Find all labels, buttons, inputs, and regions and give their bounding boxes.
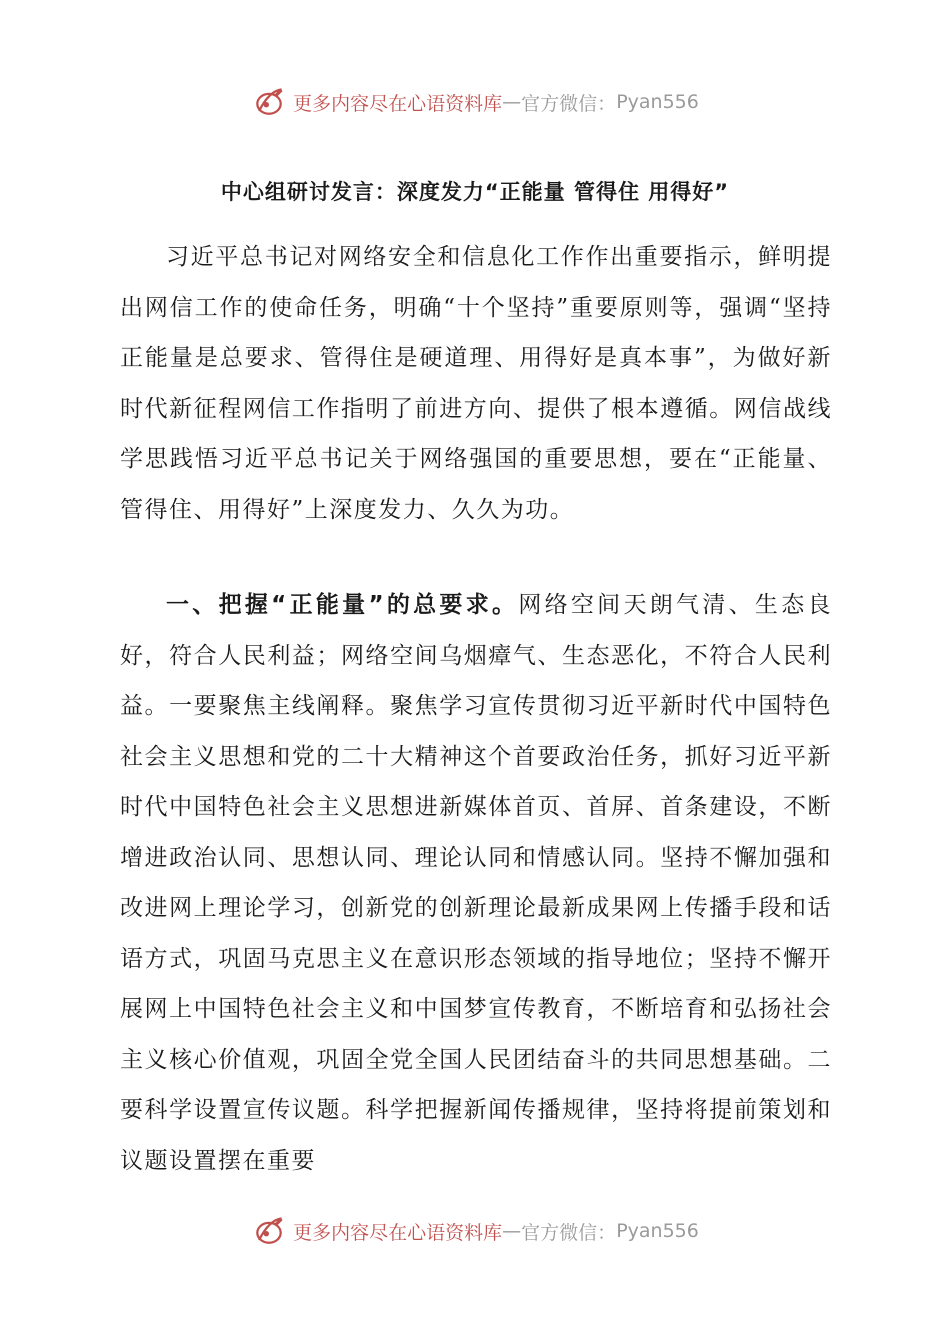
paragraph-text: 习近平总书记对网络安全和信息化工作作出重要指示，鲜明提出网信工作的使命任务，明确“十个坚持”重要原则等，强调“坚持正能量是总要求、管得住是硬道理、用得好是真本事”，为做好新时代新征程网信工作指明了前进方向、提供了根本遵循。网信战线学思践悟习近平总书记关于网络强国的重要思想，要在“正能量、管得住、用得好”上深度发力、久久为功。 — [120, 244, 832, 523]
paragraph-text-2 — [120, 580, 832, 1186]
watermark-text: 更多内容尽在心语资料库 — [293, 1221, 503, 1244]
watermark-official-label: 官方微信： — [521, 1221, 617, 1244]
watermark-dash: — — [502, 1220, 522, 1242]
section-heading: 一、把握“正能量”的总要求。 — [166, 592, 519, 618]
header-watermark — [0, 82, 950, 122]
watermark-wechat-id: Pyan556 — [616, 91, 699, 113]
watermark-wechat-id: Pyan556 — [616, 1220, 699, 1242]
body-paragraph-1 — [120, 232, 832, 535]
watermark-dash: — — [502, 91, 522, 113]
pen-logo-icon — [251, 1213, 287, 1249]
section-body: 网络空间天朗气清、生态良好，符合人民利益；网络空间乌烟瘴气、生态恶化，不符合人民利益。一要聚焦主线阐释。聚焦学习宣传贯彻习近平新时代中国特色社会主义思想和党的二十大精神这个首要政治任务，抓好习近平新时代中国特色社会主义思想进新媒体首页、首屏、首条建设，不断增进政治认同、思想认同、理论认同和情感认同。坚持不懈加强和改进网上理论学习，创新党的创新理论最新成果网上传播手段和话语方式，巩固马克思主义在意识形态领域的指导地位；坚持不懈开展网上中国特色社会主义和中国梦宣传教育，不断培育和弘扬社会主义核心价值观，巩固全党全国人民团结奋斗的共同思想基础。二要科学设置宣传议题。科学把握新闻传播规律，坚持将提前策划和议题设置摆在重要 — [120, 592, 833, 1174]
watermark-official-label: 官方微信： — [521, 92, 617, 115]
pen-logo-icon — [251, 84, 287, 120]
watermark-text: 更多内容尽在心语资料库 — [293, 92, 503, 115]
document-title: 中心组研讨发言：深度发力“正能量 管得住 用得好” — [220, 180, 730, 204]
body-paragraph-2 — [120, 580, 832, 1186]
footer-watermark — [0, 1211, 950, 1251]
